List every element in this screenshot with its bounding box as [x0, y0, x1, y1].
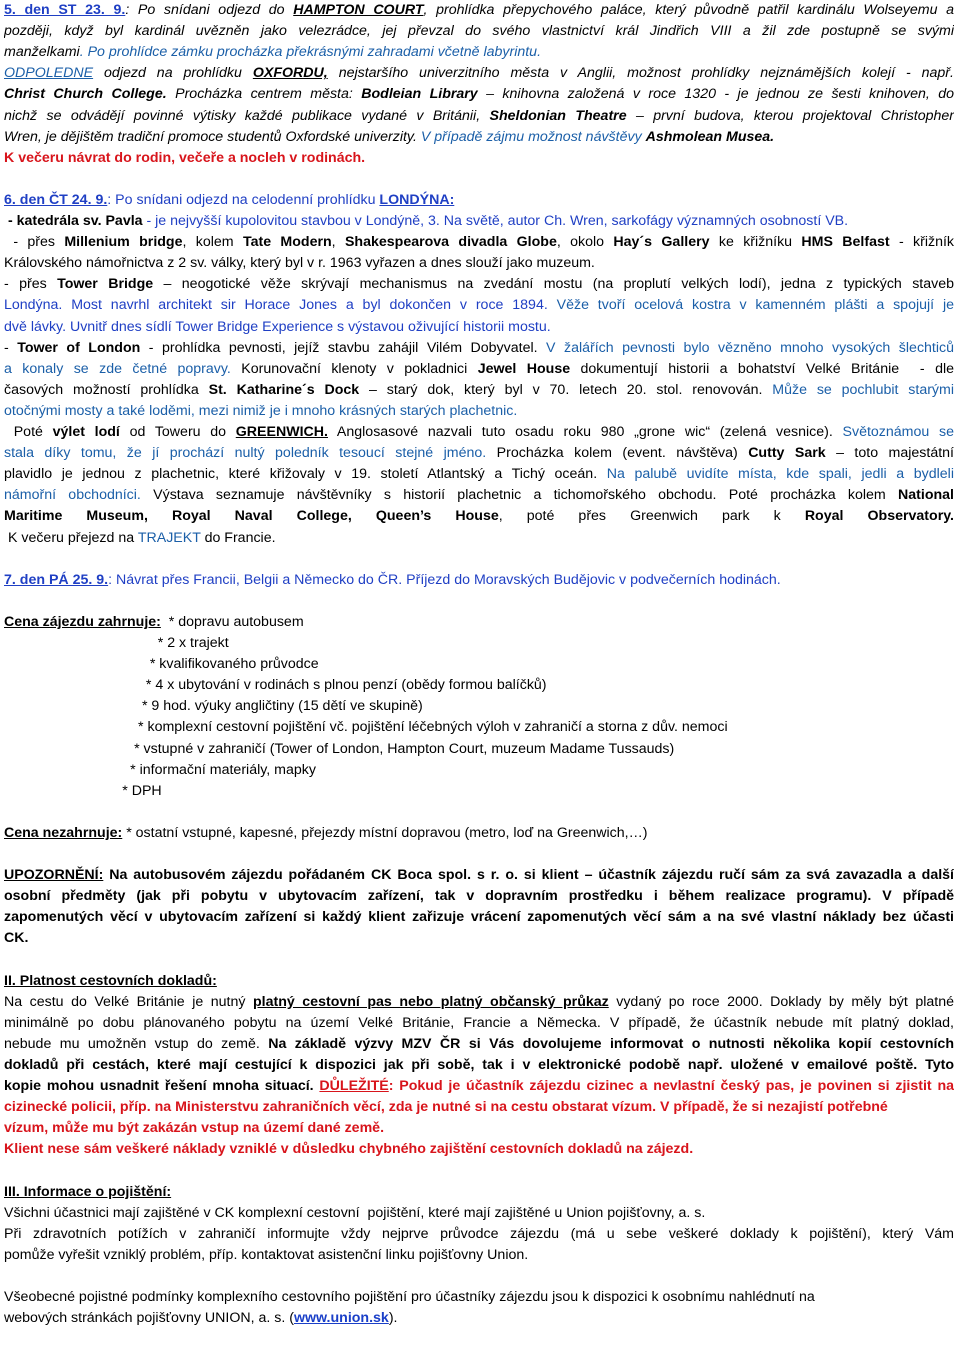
text-line [4, 190, 954, 211]
text-run: později, když byl kardinál uvězněn jako velezrádce, jej převzal do svého vlastnictví král Jindřich VIII a žil zde postupně se svými [4, 23, 954, 40]
text-run: Korunovační klenoty v pokladnici [230, 360, 478, 377]
text-line [4, 127, 954, 148]
text-run: Cutty Sark [748, 445, 826, 462]
text-run: 5. den ST 23. 9. [4, 2, 126, 18]
text-run: UPOZORNĚNÍ: [4, 867, 104, 884]
text-run: vydaný po roce 2000. Doklady by měly být platné [608, 993, 954, 1010]
text-run: - [4, 339, 18, 356]
text-run: II. Platnost cestovních dokladů: [4, 972, 217, 989]
text-run: ODPOLEDNE [4, 65, 94, 82]
text-line [4, 1287, 954, 1308]
text-run: ). [388, 1310, 398, 1327]
text-run: Tower Bridge [57, 276, 154, 293]
text-line [4, 1203, 954, 1224]
text-run: Na základě výzvy MZV ČR si Vás dovolujeme informovat o nutnosti několika kopií cestovních [268, 1035, 954, 1052]
text-run: - prohlídka pevnosti, jejíž stavbu zahájil Vilém Dobyvatel. [140, 339, 547, 356]
text-run: HAMPTON COURT [293, 2, 424, 18]
text-run: Christ Church College. [4, 86, 167, 103]
text-run: – neogotické věže skrývají mechanismus na zvedání mostu (na proplutí velkých lodí), jedna z typických staveb [153, 276, 954, 293]
text-run: DŮLEŽITÉ [319, 1078, 389, 1095]
text-line [4, 63, 954, 84]
text-line [4, 443, 954, 464]
text-run: Pavla [105, 213, 143, 229]
text-run: K večeru přejezd na [4, 529, 138, 546]
text-line [4, 1034, 954, 1055]
text-run: Royal Observatory. [804, 508, 954, 525]
text-line [4, 1245, 954, 1266]
text-run: 6. den ČT 24. 9. [4, 191, 108, 208]
text-line [4, 295, 954, 316]
text-line [4, 21, 954, 42]
text-run: * 9 hod. výuky angličtiny (15 dětí ve skupině) [4, 698, 423, 715]
text-line [4, 1139, 954, 1160]
text-line [4, 232, 954, 253]
text-line [4, 886, 954, 907]
text-run: * kvalifikovaného průvodce [4, 656, 319, 673]
text-run: - přes [4, 276, 58, 293]
text-line [4, 739, 954, 760]
text-run: Věže tvoří ocelová kostra v kamenném plášti a spojují je [547, 297, 954, 314]
text-run: Maritime Museum, Royal Naval College, Queen’s House [4, 508, 499, 525]
text-run: * DPH [4, 782, 162, 799]
text-run: dvě lávky. Uvnitř dnes sídlí Tower Bridge Experience s výstavou oživující historii mostu. [4, 318, 551, 335]
text-run: V žalářích pevnosti bylo vězněno mnoho vysokých šlechticů [546, 339, 954, 356]
text-line [4, 1076, 954, 1097]
text-run: časových možností prohlídka [4, 381, 209, 398]
text-run: osobní předměty (jak při pobytu v ubytovacím zařízení, tak v dopravním prostředku i během realizace programu). V případě [4, 888, 954, 905]
text-run: námořní obchodníci. [4, 487, 141, 504]
text-line [4, 971, 954, 992]
text-run: Na palubě uvidíte místa, kde spali, jedli a bydleli [597, 466, 954, 483]
text-run: pomůže vyřešit vzniklý problém, příp. kontaktovat asistenční linku pojišťovny Union. [4, 1246, 529, 1263]
text-line [4, 717, 954, 738]
text-run: National [898, 487, 954, 504]
text-run: V případě zájmu možnost návštěvy [416, 128, 646, 145]
text-line [4, 464, 954, 485]
text-run: odjezd na prohlídku [93, 65, 253, 82]
text-run: - přes [4, 234, 65, 251]
text-line [4, 1118, 954, 1139]
text-line [4, 1055, 954, 1076]
text-line [4, 42, 954, 63]
text-run: - katedrála sv. [4, 213, 106, 229]
text-run: od Toweru do [119, 424, 236, 440]
text-line [4, 781, 954, 802]
text-line [4, 401, 954, 422]
text-run: Anglosasové nazvali tuto osadu roku 980 „grone wic“ (zelená vesnice). [327, 424, 843, 440]
text-run: , poté přes Greenwich park k [498, 508, 805, 525]
text-line [4, 992, 954, 1013]
text-run: Millenium bridge [64, 234, 183, 251]
text-run: - je nejvyšší kupolovitou stavbou v Londýně, 3. Na světě, autor Ch. Wren, sarkofágy významných osobností VB. [142, 213, 849, 229]
text-line [4, 0, 954, 21]
text-run: TRAJEKT [137, 529, 201, 546]
text-line [4, 253, 954, 274]
text-run: : Pokud je účastník zájezdu cizinec a nevlastní český pas, je povinen si zjistit na [388, 1078, 954, 1095]
text-run: * 4 x ubytování v rodinách s plnou penzí (obědy formou balíčků) [4, 677, 547, 694]
text-run: nichž se odvádějí povinné výtisky každé publikace vydané v Británii, [4, 107, 490, 124]
text-line [4, 907, 954, 928]
text-line [4, 654, 954, 675]
text-run: Cena zájezdu zahrnuje: [4, 613, 161, 630]
text-line [4, 359, 954, 380]
text-line [4, 823, 954, 844]
text-run: , okolo [556, 234, 614, 251]
text-run: : Návrat přes Francii, Belgii a Německo do ČR. Příjezd do Moravských Budějovic v podvečerních hodinách. [108, 571, 781, 588]
text-line [4, 865, 954, 886]
text-line [4, 338, 954, 359]
text-run: cizinecké policii, příp. na Ministerstvu zahraničních věcí, zda je nutné si na cestu obstarat vízum. V případě, že si nezajistí potřebné [4, 1099, 888, 1116]
text-run: Světoznámou se [842, 424, 954, 440]
text-line [4, 148, 954, 169]
text-run: Procházka centrem města: [166, 86, 362, 103]
text-run: * ostatní vstupné, kapesné, přejezdy místní dopravou (metro, loď na Greenwich,…) [122, 824, 648, 841]
text-run: plavidlo je jednou z plachetnic, které křižovaly v 19. století Atlantský a Tichý oceán. [4, 466, 598, 483]
text-run: Královského námořnictva z 2 sv. války, který byl v r. 1963 vyřazen a dnes slouží jako muzeum. [4, 255, 595, 272]
text-run: * komplexní cestovní pojištění vč. pojištění léčebných výloh v zahraničí a storna z dův. nemoci [4, 719, 728, 736]
text-run: Sheldonian Theatre [489, 107, 627, 124]
text-run: nebude mu umožněn vstup do země. [4, 1035, 269, 1052]
text-run: , kolem [182, 234, 243, 251]
text-run: webových stránkách pojišťovny UNION, a. s. ( [4, 1310, 294, 1327]
text-run: : Po snídani odjezd do [125, 2, 294, 18]
text-run: Wren, je dějištěm tradiční promoce studentů Oxfordské univerzity. [4, 128, 417, 145]
text-run: * 2 x trajekt [4, 635, 229, 651]
union-website-link[interactable]: www.union.sk [293, 1310, 389, 1327]
text-run: – knihovna založená v roce 1320 - je jednou ze šesti knihoven, do [477, 86, 954, 103]
text-run: OXFORDU, [252, 65, 328, 82]
text-run: do Francie. [200, 529, 276, 546]
text-run: GREENWICH. [235, 424, 328, 440]
text-run: 7. den PÁ 25. 9. [4, 571, 109, 588]
text-run: Hay´s Gallery [613, 234, 710, 251]
text-line [4, 274, 954, 295]
text-run: Tower of London [17, 339, 141, 356]
text-line [4, 380, 954, 401]
text-line [4, 633, 954, 654]
text-run: Jewel House [477, 360, 571, 377]
text-run: LONDÝNA: [379, 191, 455, 208]
text-line [4, 106, 954, 127]
text-run: * informační materiály, mapky [4, 761, 316, 778]
text-line [4, 1013, 954, 1034]
text-run: Může se pochlubit starými [772, 381, 954, 398]
text-line [4, 1308, 954, 1329]
text-line [4, 84, 954, 105]
text-line [4, 570, 954, 591]
text-run: platný cestovní pas nebo platný občanský průkaz [253, 993, 609, 1010]
text-run: Všeobecné pojistné podmínky komplexního cestovního pojištění pro účastníky zájezdu jsou k dispozici k osobnímu nahlédnutí na [4, 1289, 815, 1306]
text-line [4, 317, 954, 338]
text-run: Poté [4, 424, 53, 440]
text-run: Všichni účastnici mají zajištěné v CK komplexní cestovní pojištění, které mají zajištěné u Union pojišťovny, a. s. [4, 1204, 706, 1221]
text-run: kopie mohou usnadnit řešení mnoha situací. [4, 1078, 320, 1095]
text-run: * dopravu autobusem [160, 613, 304, 630]
text-run: Na cestu do Velké Británie je nutný [4, 993, 253, 1010]
text-line [4, 696, 954, 717]
text-run: , [331, 234, 345, 251]
text-run: zapomenutých věcí v ubytovacím zařízení si každý klient zařizuje vrácení zapomenutých věcí sám a na své vlastní náklady bez účasti [4, 909, 954, 926]
text-line [4, 485, 954, 506]
text-run: Výstava seznamuje návštěvníky s historií plachetnic a tichomořského obchodu. Poté procházka kolem [140, 487, 899, 504]
text-run: stala díky tomu, že jí prochází nultý poledník tesoucí stejné jméno. [4, 445, 487, 462]
text-run: CK. [4, 930, 29, 947]
text-run: otočnými mosty a také loděmi, mezi nimiž je i mnoho krásných starých plachetnic. [4, 402, 518, 419]
text-line [4, 211, 954, 232]
text-run: * vstupné v zahraničí (Tower of London, Hampton Court, muzeum Madame Tussauds) [4, 740, 675, 757]
text-run: výlet lodí [52, 424, 120, 440]
text-run: , prohlídka přepychového paláce, který původně patřil kardinálu Wolseyemu a [423, 2, 954, 18]
text-run: Při zdravotních potížích v zahraničí informujte vždy nejprve průvodce zájezdu (má u sebe veškeré doklady k pojištění), který Vám [4, 1225, 954, 1242]
text-run: III. Informace o pojištění: [4, 1183, 172, 1200]
text-line [4, 760, 954, 781]
text-run: Ashmolean Musea. [645, 128, 775, 145]
text-run: Cena nezahrnuje: [4, 824, 123, 841]
text-line [4, 422, 954, 443]
text-line [4, 506, 954, 527]
text-run: HMS Belfast [801, 234, 890, 251]
text-line [4, 1224, 954, 1245]
text-run: Tate Modern [242, 234, 332, 251]
text-run: Procházka kolem (event. návštěva) [486, 445, 749, 462]
text-run: - křižník [889, 234, 954, 251]
text-run: : Po snídani odjezd na celodenní prohlídku [107, 191, 380, 208]
text-run: K večeru návrat do rodin, večeře a nocleh v rodinách. [4, 149, 366, 166]
text-run: Shakespearova divadla Globe [344, 234, 557, 251]
text-run: Na autobusovém zájezdu pořádaném CK Boca spol. s r. o. si klient – účastník zájezdu ručí sám za svá zavazadla a další [103, 867, 954, 884]
text-run: – toto majestátní [825, 445, 954, 462]
text-run: dokladů při cestách, které mají cestující k dispozici jak při sobě, tak i v elektronické podobě např. uložené v emailové poště. Tyto [4, 1057, 954, 1073]
text-run: . Po prohlídce zámku procházka překrásnými zahradami včetně labyrintu. [79, 44, 542, 61]
text-run: minimálně po dobu plánovaného pobytu na území Velké Británie, Francie a Německa. V případě, že účastník nebude mít platný doklad, [4, 1014, 954, 1031]
text-run: vízum, může mu být zakázán vstup na území dané země. [4, 1120, 385, 1137]
text-line [4, 1182, 954, 1203]
text-line [4, 612, 954, 633]
text-run: St. Katharine´s Dock [208, 381, 360, 398]
text-run: Klient nese sám veškeré náklady vzniklé v důsledku chybného zajištění cestovních dokladů na zájezd. [4, 1141, 694, 1158]
text-run: nejstaršího univerzitního města v Anglii, možnost prohlídky nejznámějších kolejí - např. [327, 65, 954, 82]
text-run: dokumentují historii a bohatství Velké Británie - dle [570, 360, 954, 377]
text-run: manželkami [4, 44, 80, 61]
text-run: – první budova, kterou projektoval Christopher [626, 107, 954, 124]
text-run: ke křižníku [709, 234, 802, 251]
text-run: Bodleian Library [361, 86, 478, 103]
text-run: – starý dok, který byl v 70. letech 20. stol. renovován. [359, 381, 773, 398]
text-run: Londýna. Most navrhl architekt sir Horace Jones a byl dokončen v roce 1894. [4, 297, 548, 314]
text-line [4, 1097, 954, 1118]
text-line [4, 928, 954, 949]
text-line [4, 675, 954, 696]
text-run: a konaly se zde četné popravy. [4, 360, 231, 377]
text-line [4, 528, 954, 549]
